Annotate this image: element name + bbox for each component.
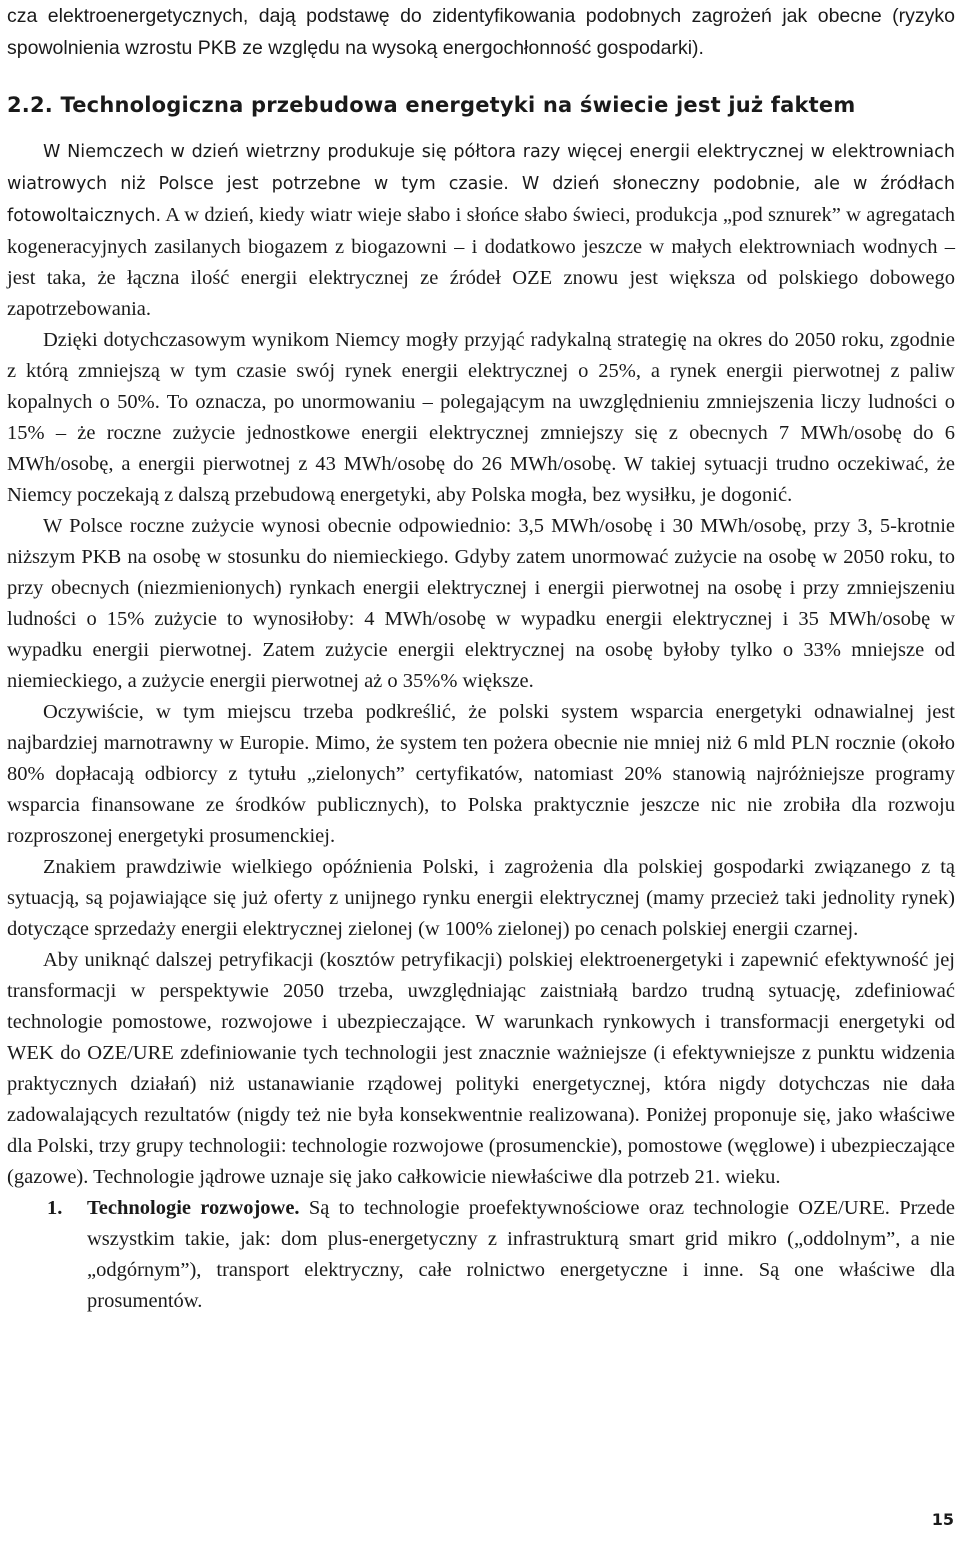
document-page xyxy=(7,0,955,1317)
paragraph-1-sans-text: W Niemczech w dzień wietrzny produkuje się półtora razy więcej energii elektrycznej w elektrowniach wiatrowych niż Polsce jest potrzebne w tym czasie. W dzień słoneczny podobnie, ale w źródłach fotowoltaicznych. xyxy=(7,142,955,226)
technology-list xyxy=(7,1193,955,1317)
intro-paragraph: cza elektroenergetycznych, dają podstawę do zidentyfikowania podobnych zagrożeń jak obecne (ryzyko spowolnienia wzrostu PKB ze względu na wysoką energochłonność gospodarki). xyxy=(7,5,955,59)
list-item-title: Technologie rozwojowe. xyxy=(87,1197,300,1219)
paragraph-2: Dzięki dotychczasowym wynikom Niemcy mogły przyjąć radykalną strategię na okres do 2050 roku, zgodnie z którą zmniejszą w tym czasie swój rynek energii elektrycznej o 25%, a rynek energii pierwotnej z paliw kopalnych o 50%. To oznacza, po unormowaniu – polegającym na uwzględnieniu zmniejszenia liczy ludności o 15% – że roczne zużycie jednostkowe energii elektrycznej zmniejszy się z obecnych 7 MWh/osobę do 6 MWh/osobę, a energii pierwotnej z 43 MWh/osobę do 26 MWh/osobę. W takiej sytuacji trudno oczekiwać, że Niemcy poczekają z dalszą przebudową energetyki, aby Polska mogła, bez wysiłku, je dogonić. xyxy=(7,329,955,506)
paragraph-4: Oczywiście, w tym miejscu trzeba podkreślić, że polski system wsparcia energetyki odnawialnej jest najbardziej marnotrawny w Europie. Mimo, że system ten pożera obecnie nie mniej niż 6 mld PLN rocznie (około 80% dopłacają odbiorcy z tytułu „zielonych” certyfikatów, natomiast 20% stanowią najróżniejsze programy wsparcia finansowane ze środków publicznych), to Polska praktycznie jeszcze nic nie zrobiła dla rozwoju rozproszonej energetyki prosumenckiej. xyxy=(7,701,955,847)
section-number: 2.2. xyxy=(7,93,53,117)
section-heading xyxy=(7,90,955,120)
list-item-number: 1. xyxy=(47,1197,63,1219)
section-title: Technologiczna przebudowa energetyki na świecie jest już faktem xyxy=(60,93,856,117)
paragraph-6: Aby uniknąć dalszej petryfikacji (kosztów petryfikacji) polskiej elektroenergetyki i zapewnić efektywność jej transformacji w perspektywie 2050 trzeba, uwzględniając zaistniałą bardzo trudną sytuację, zdefiniować technologie pomostowe, rozwojowe i ubezpieczające. W warunkach rynkowych i transformacji energetyki od WEK do OZE/URE zdefiniowanie tych technologii jest znacznie ważniejsze (i efektywniejsze z punktu widzenia praktycznych działań) niż ustanawianie rządowej polityki energetycznej, która nigdy dotychczas nie dała zadowalających rezultatów (nigdy też nie była konsekwentnie realizowana). Poniżej proponuje się, jako właściwe dla Polski, trzy grupy technologii: technologie rozwojowe (prosumenckie), pomostowe (węglowe) i ubezpieczające (gazowe). Technologie jądrowe uznaje się jako całkowicie niewłaściwe dla potrzeb 21. wieku. xyxy=(7,949,955,1188)
page-number: 15 xyxy=(931,1510,954,1529)
list-item-text: Są to technologie proefektywnościowe oraz technologie OZE/URE. Przede wszystkim takie, jak: dom plus-energetyczny z infrastrukturą smart grid mikro („oddolnym”, a nie „odgórnym”), transport elektryczny, całe rolnictwo energetyczne i inne. Są one właściwe dla prosumentów. xyxy=(87,1197,955,1312)
paragraph-5: Znakiem prawdziwie wielkiego opóźnienia Polski, i zagrożenia dla polskiej gospodarki związanego z tą sytuacją, są pojawiające się już oferty z unijnego rynku energii elektrycznej (mamy przecież taki jednolity rynek) dotyczące sprzedaży energii elektrycznej zielonej (w 100% zielonej) po cenach polskiej energii czarnej. xyxy=(7,856,955,940)
paragraph-1-serif-text: A w dzień, kiedy wiatr wieje słabo i słońce słabo świeci, produkcja „pod sznurek” w agregatach kogeneracyjnych zasilanych biogazem z biogazowni – i dodatkowo jeszcze w małych elektrowniach wodnych – jest taka, że łączna ilość energii elektrycznej ze źródeł OZE znowu jest większa od polskiego dobowego zapotrzebowania. xyxy=(7,204,955,320)
list-item xyxy=(7,1193,955,1317)
paragraph-3: W Polsce roczne zużycie wynosi obecnie odpowiednio: 3,5 MWh/osobę i 30 MWh/osobę, przy 3, 5-krotnie niższym PKB na osobę w stosunku do niemieckiego. Gdyby zatem unormować zużycie na osobę w 2050 roku, to przy obecnych (niezmienionych) rynkach energii elektrycznej i energii pierwotnej na osobę i przy zmniejszeniu ludności o 15% zużycie to wynosiłoby: 4 MWh/osobę w wypadku energii elektrycznej i 35 MWh/osobę w wypadku energii pierwotnej. Zatem zużycie energii elektrycznej na osobę byłoby tylko o 33% mniejsze od niemieckiego, a zużycie energii pierwotnej aż o 35%% większe. xyxy=(7,515,955,692)
list-item-body xyxy=(87,1193,955,1317)
paragraph-1 xyxy=(7,136,955,325)
